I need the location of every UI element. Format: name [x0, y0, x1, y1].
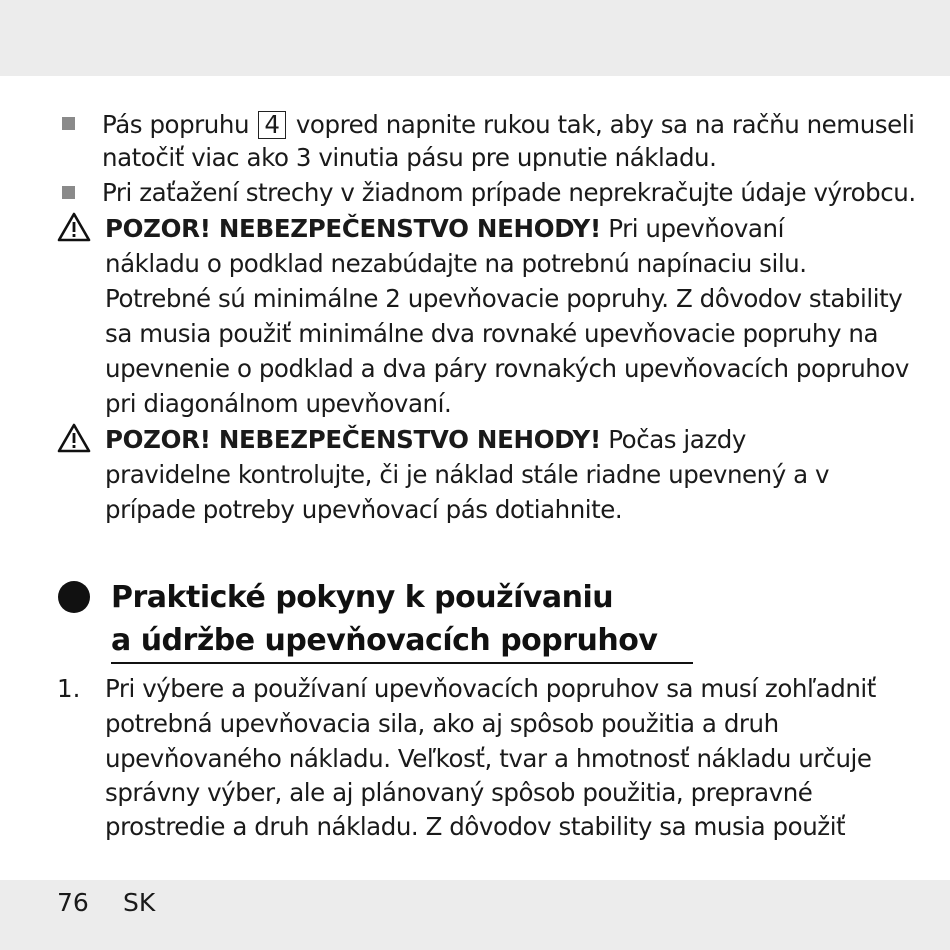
- numbered-line: správny výber, ale aj plánovaný spôsob použitia, prepravné: [105, 778, 813, 807]
- header-band: [0, 0, 950, 76]
- bullet-text: vopred napnite rukou tak, aby sa na račňu nemuseli: [295, 110, 915, 139]
- page-number: 76: [57, 888, 89, 917]
- warning-first-line: [105, 425, 746, 455]
- warning-title: POZOR! NEBEZPEČENSTVO NEHODY!: [105, 425, 601, 454]
- bullet-dot-icon: [58, 581, 90, 613]
- warning-triangle-icon: [57, 212, 91, 242]
- warning-line: pravidelne kontrolujte, či je náklad stále riadne upevnený a v: [105, 460, 830, 489]
- bullet-line: natočiť viac ako 3 vinutia pásu pre upnutie nákladu.: [102, 143, 717, 172]
- warning-first-line: [105, 214, 784, 244]
- numbered-line: upevňovaného nákladu. Veľkosť, tvar a hmotnosť nákladu určuje: [105, 744, 872, 773]
- section-heading-line-1: Praktické pokyny k používaniu: [111, 580, 614, 615]
- warning-line: sa musia použiť minimálne dva rovnaké upevňovacie popruhy na: [105, 319, 879, 348]
- bullet-line: Pri zaťažení strechy v žiadnom prípade neprekračujte údaje výrobcu.: [102, 178, 916, 207]
- numbered-line: potrebná upevňovacia sila, ako aj spôsob použitia a druh: [105, 709, 779, 738]
- section-heading-line-2: a údržbe upevňovacích popruhov: [111, 623, 658, 658]
- warning-line: Potrebné sú minimálne 2 upevňovacie popruhy. Z dôvodov stability: [105, 284, 903, 313]
- language-code: SK: [123, 888, 156, 917]
- numbered-line: Pri výbere a používaní upevňovacích popruhov sa musí zohľadniť: [105, 674, 876, 703]
- warning-text: Počas jazdy: [608, 425, 746, 454]
- warning-title: POZOR! NEBEZPEČENSTVO NEHODY!: [105, 214, 601, 243]
- warning-line: prípade potreby upevňovací pás dotiahnite.: [105, 495, 623, 524]
- square-bullet-icon: [62, 117, 75, 130]
- bullet-text: Pás popruhu: [102, 110, 250, 139]
- numbered-line: prostredie a druh nákladu. Z dôvodov stability sa musia použiť: [105, 812, 846, 841]
- warning-text: Pri upevňovaní: [608, 214, 784, 243]
- warning-triangle-icon: [57, 423, 91, 453]
- bullet-line: [102, 110, 914, 140]
- warning-line: nákladu o podklad nezabúdajte na potrebnú napínaciu silu.: [105, 249, 807, 278]
- part-number-box: 4: [258, 111, 285, 139]
- square-bullet-icon: [62, 186, 75, 199]
- item-number: 1.: [57, 674, 81, 703]
- warning-line: pri diagonálnom upevňovaní.: [105, 389, 452, 418]
- warning-line: upevnenie o podklad a dva páry rovnakých upevňovacích popruhov: [105, 354, 909, 383]
- heading-underline: [111, 662, 693, 664]
